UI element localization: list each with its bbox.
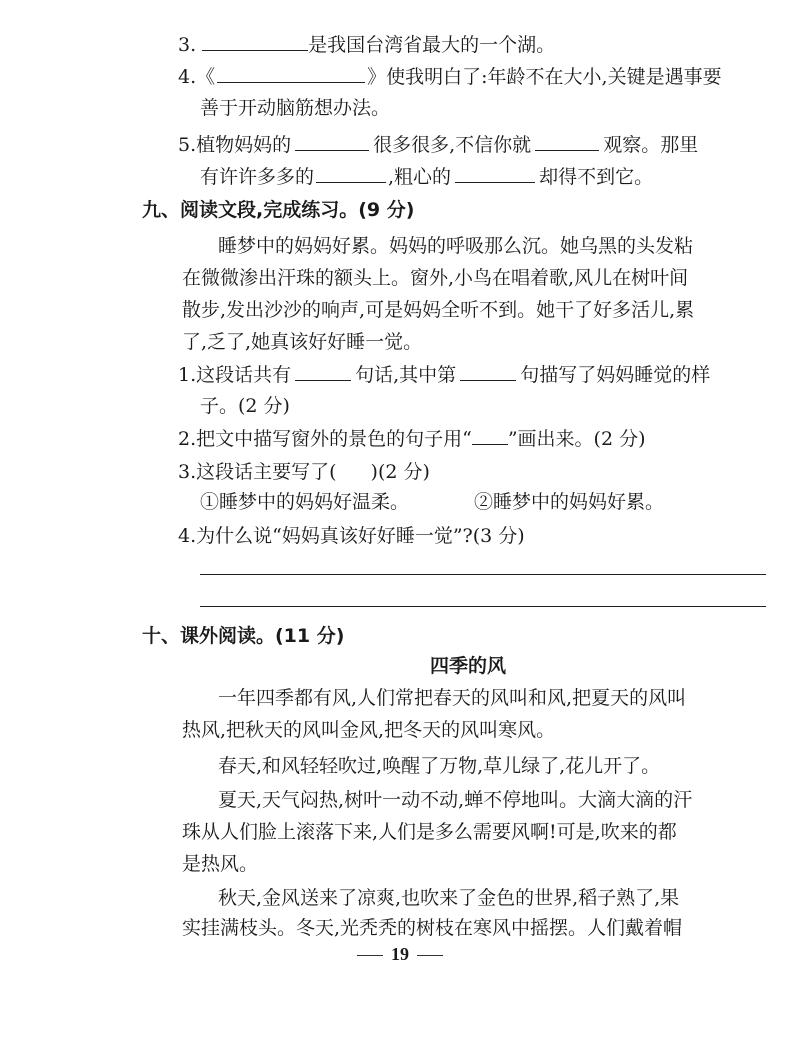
- q8-item-4: [178, 62, 722, 90]
- reading-line: 夏天,天气闷热,树叶一动不动,蝉不停地叫。大滴大滴的汗: [218, 789, 693, 811]
- q8-item-5-end2: 却得不到它。: [539, 166, 654, 188]
- answer-blank[interactable]: [295, 360, 351, 381]
- q9-question-2: [178, 424, 646, 452]
- q8-item-5-mid: 很多很多,不信你就: [373, 134, 532, 156]
- q9-q3-part-a: 3.这段话主要写了(: [178, 461, 337, 483]
- q9-q2-part-a: 2.把文中描写窗外的景色的句子用“: [178, 428, 472, 450]
- q9-question-4: 4.为什么说“妈妈真该好好睡一觉”?(3 分): [178, 525, 525, 547]
- q9-q3-part-b: )(2 分): [370, 461, 430, 483]
- answer-blank[interactable]: [535, 130, 599, 151]
- q8-item-5-mid2: ,粗心的: [388, 166, 452, 188]
- q8-item-5-end: 观察。那里: [603, 134, 699, 156]
- q9-question-1-continued: 子。(2 分): [200, 395, 290, 417]
- q9-q1-part-a: 1.这段话共有: [178, 364, 292, 386]
- q9-question-1: [178, 360, 710, 388]
- q8-item-4-text: 》使我明白了:年龄不在大小,关键是遇事要: [367, 66, 722, 88]
- section-10-heading: 十、课外阅读。(11 分): [142, 625, 345, 647]
- q9-q1-part-b: 句话,其中第: [355, 364, 457, 386]
- answer-line[interactable]: [200, 574, 766, 575]
- reading-title: 四季的风: [429, 655, 506, 677]
- q8-item-4-continued: 善于开动脑筋想办法。: [200, 97, 391, 119]
- answer-blank[interactable]: [455, 162, 535, 183]
- q8-item-3-number: 3.: [178, 34, 197, 56]
- underline-sample: [472, 424, 508, 445]
- passage-line: 睡梦中的妈妈好累。妈妈的呼吸那么沉。她乌黑的头发粘: [218, 235, 694, 257]
- page-number-footer: [0, 940, 800, 968]
- answer-blank[interactable]: [295, 130, 369, 151]
- q8-item-3-text: 是我国台湾省最大的一个湖。: [308, 34, 556, 56]
- answer-blank[interactable]: [202, 30, 308, 51]
- q9-q1-part-c: 句描写了妈妈睡觉的样: [520, 364, 711, 386]
- q8-item-5-lead: 5.植物妈妈的: [178, 134, 292, 156]
- answer-blank[interactable]: [316, 162, 386, 183]
- q8-item-5: [178, 130, 698, 158]
- reading-line: 珠从人们脸上滚落下来,人们是多么需要风啊!可是,吹来的都: [182, 821, 677, 843]
- q9-question-3: [178, 458, 430, 486]
- passage-line: 在微微渗出汗珠的额头上。窗外,小鸟在唱着歌,风儿在树叶间: [182, 267, 689, 289]
- footer-dash: [357, 955, 383, 956]
- passage-line: 了,乏了,她真该好好睡一觉。: [182, 331, 423, 353]
- answer-blank[interactable]: [217, 62, 365, 83]
- section-9-heading: 九、阅读文段,完成练习。(9 分): [142, 199, 415, 221]
- q9-q3-option-2[interactable]: ②睡梦中的妈妈好累。: [474, 491, 665, 513]
- reading-line: 实挂满枝头。冬天,光秃秃的树枝在寒风中摇摆。人们戴着帽: [182, 917, 683, 939]
- q8-item-5-continued: [200, 162, 653, 190]
- q9-q3-option-1[interactable]: ①睡梦中的妈妈好温柔。: [200, 491, 410, 513]
- answer-line[interactable]: [200, 606, 766, 607]
- reading-line: 是热风。: [182, 853, 259, 875]
- q8-item-3: [178, 30, 555, 58]
- passage-line: 散步,发出沙沙的响声,可是妈妈全听不到。她干了好多活儿,累: [182, 299, 695, 321]
- q9-q2-part-b: ”画出来。(2 分): [507, 428, 646, 450]
- reading-line: 秋天,金风送来了凉爽,也吹来了金色的世界,稻子熟了,果: [218, 887, 680, 909]
- page-number: 19: [391, 944, 409, 964]
- q8-item-4-number: 4.《: [178, 66, 216, 88]
- reading-line: 热风,把秋天的风叫金风,把冬天的风叫寒风。: [182, 719, 556, 741]
- answer-blank[interactable]: [460, 360, 516, 381]
- reading-line: 春天,和风轻轻吹过,唤醒了万物,草儿绿了,花儿开了。: [218, 755, 661, 777]
- footer-dash: [417, 955, 443, 956]
- q8-item-5-start2: 有许许多多的: [200, 166, 315, 188]
- reading-line: 一年四季都有风,人们常把春天的风叫和风,把夏天的风叫: [218, 687, 687, 709]
